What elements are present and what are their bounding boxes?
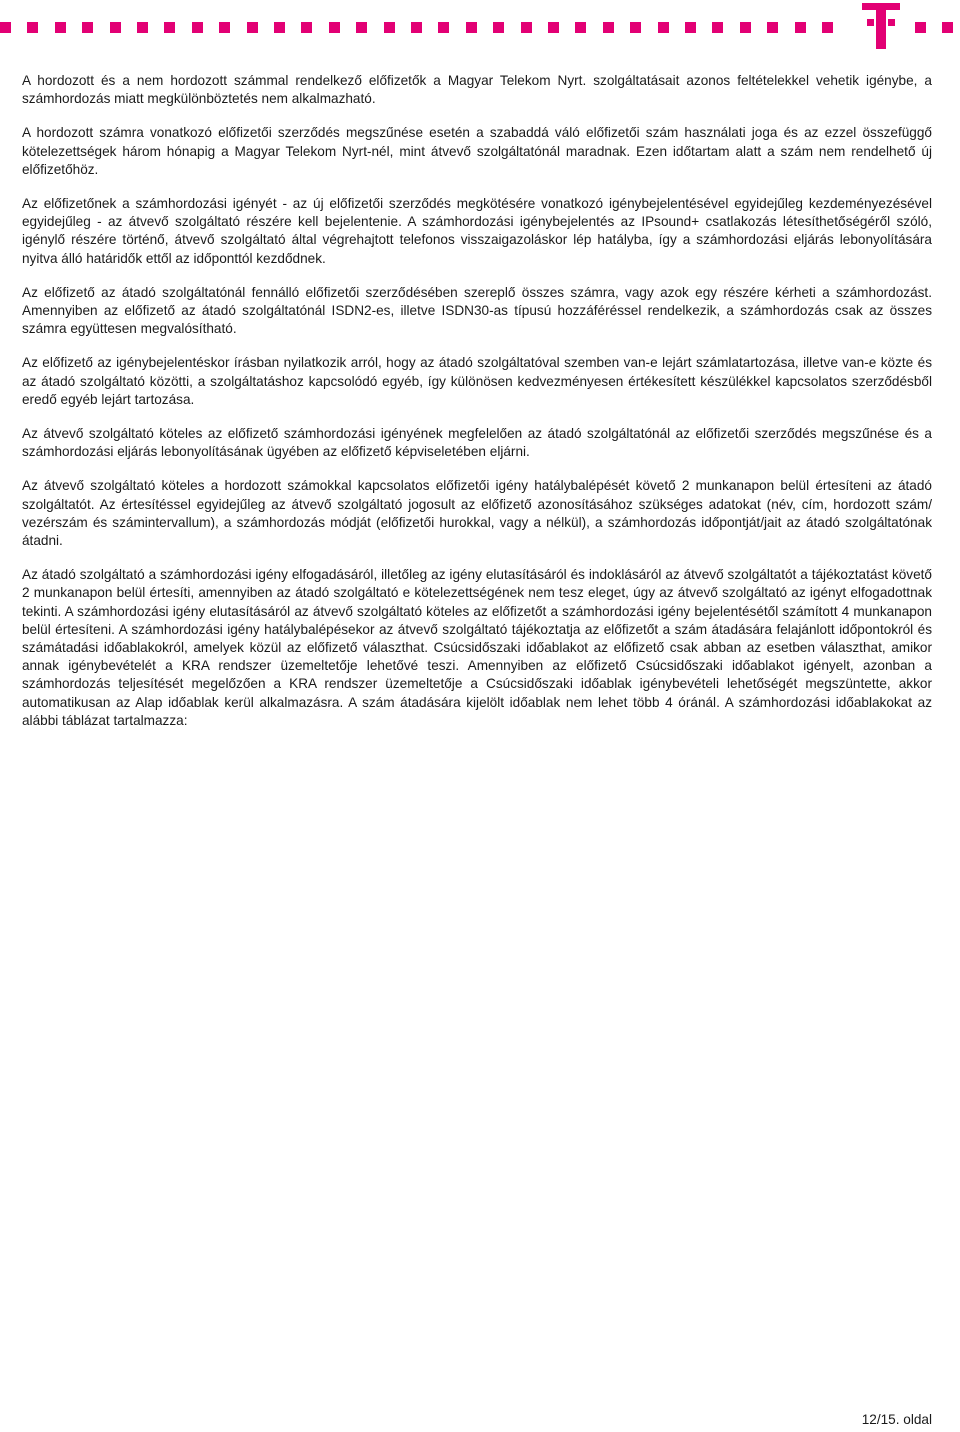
header-dot [0, 22, 11, 33]
paragraph-5: Az előfizető az igénybejelentéskor írásban nyilatkozik arról, hogy az átadó szolgáltatóval szemben van-e lejárt számlatartozása, illetve van-e közte és az átadó szolgáltató közötti, a szolgáltatáshoz kapcsolódó egyéb, így különösen kedvezményesen értékesített készülékkel kapcsolatos szerződésből eredő egyéb lejárt tartozása. [22, 355, 932, 407]
header-dot [521, 22, 532, 33]
paragraph-7: Az átvevő szolgáltató köteles a hordozott számokkal kapcsolatos előfizetői igény hatálybalépését követő 2 munkanapon belül értesíteni az átadó szolgáltatót. Az értesítéssel egyidejűleg az átvevő szolgáltató jogosult az előfizető azonosításához szükséges adatokat (név, cím, hordozott szám/ vezérszám és számintervallum), a számhordozás módját (előfizetői hurokkal, vagy a nélkül), a számhordozás időpontját/jait az átadó szolgáltatónak átadni. [22, 478, 932, 549]
header-dot [55, 22, 66, 33]
telekom-logo-icon [862, 3, 900, 51]
header-dot [740, 22, 751, 33]
header-dot [164, 22, 175, 33]
header-dot [795, 22, 806, 33]
header-dot [712, 22, 723, 33]
header-dot [247, 22, 258, 33]
header-dot [575, 22, 586, 33]
header-dot [384, 22, 395, 33]
document-body [22, 72, 932, 746]
header-dot [603, 22, 614, 33]
paragraph-8: Az átadó szolgáltató a számhordozási igény elfogadásáról, illetőleg az igény elutasításáról és indoklásáról az átvevő szolgáltatót a tájékoztatást követő 2 munkanapon belül értesíti, amennyiben az átadó szolgáltató e kötelezettségének nem tesz eleget, úgy az átvevő szolgáltató az igényt elfogadottnak tekinti. A számhordozási igény elutasításáról az átvevő szolgáltató köteles az előfizetőt a számhordozási igény bejelentésétől számított 4 munkanapon belül értesíteni. A számhordozási igény hatálybalépésekor az átvevő szolgáltató tájékoztatja az előfizetőt a szám átadására felajánlott időpontokról és számátadási időablakokról, amelyek közül az előfizető választhat. Csúcsidőszaki időablakot az előfizető csak abban az esetben választhat, amikor annak igénybevételét a KRA rendszer üzemeltetője lehetővé teszi. Amennyiben az előfizető Csúcsidőszaki időablakot igényelt, azonban a számhordozás teljesítését megelőzően a KRA rendszer üzemeltetője a Csúcsidőszaki időablak igénybevételi lehetőségét megszüntette, akkor automatikusan az Alap időablak kerül alkalmazásra. A szám átadására kijelölt időablak nem lehet több 4 óránál. A számhordozási időablakokat az alábbi táblázat tartalmazza: [22, 567, 932, 728]
header-dot [192, 22, 203, 33]
paragraph-2: A hordozott számra vonatkozó előfizetői szerződés megszűnése esetén a szabaddá váló előfizetői szám használati joga és az ezzel összefüggő kötelezettségek három hónapig a Magyar Telekom Nyrt-nél, mint átvevő szolgáltatónál maradnak. Ezen időtartam alatt a szám nem rendelhető új előfizetőhöz. [22, 125, 932, 177]
header-dot [915, 22, 926, 33]
header-dot [630, 22, 641, 33]
header-dot [219, 22, 230, 33]
header-dot [82, 22, 93, 33]
header-dot [685, 22, 696, 33]
header-dot [438, 22, 449, 33]
header-dot [27, 22, 38, 33]
header-dot [301, 22, 312, 33]
page-number: 12/15. oldal [861, 1412, 932, 1427]
paragraph-4: Az előfizető az átadó szolgáltatónál fennálló előfizetői szerződésében szereplő összes számra, vagy azok egy részére kérheti a számhordozást. Amennyiben az előfizető az átadó szolgáltatónál ISDN2-es, illetve ISDN30-as típusú hozzáféréssel rendelkezik, a számhordozás csak az összes számra együttesen megvalósítható. [22, 284, 932, 337]
header-dot [274, 22, 285, 33]
header-dot [548, 22, 559, 33]
header-dot [466, 22, 477, 33]
header-dot [767, 22, 778, 33]
header-dot [942, 22, 953, 33]
header-dot [822, 22, 833, 33]
header-dot [329, 22, 340, 33]
paragraph-1: A hordozott és a nem hordozott számmal rendelkező előfizetők a Magyar Telekom Nyrt. szolgáltatásait azonos feltételekkel vehetik igénybe, a számhordozás miatt megkülönböztetés nem alkalmazható. [22, 73, 932, 107]
header-dot [493, 22, 504, 33]
header-dot [411, 22, 422, 33]
header-dot [110, 22, 121, 33]
header-dotted-bar [0, 22, 960, 36]
paragraph-3: Az előfizetőnek a számhordozási igényét - az új előfizetői szerződés megkötésére vonatkozó igénybejelentésével egyidejűleg kezdeményezésével egyidejűleg - az átvevő szolgáltató részére kell bejelentenie. A számhordozási igénybejelentés az IPsound+ csatlakozás létesíthetőségéről szóló, igénylő részére történő, átvevő szolgáltató által végrehajtott telefonos visszaigazoláskor lép hatályba, így a számhordozási eljárás lebonyolítására nyitva álló határidők ettől az időponttól kezdődnek. [22, 196, 932, 266]
header-dot [137, 22, 148, 33]
paragraph-6: Az átvevő szolgáltató köteles az előfizető számhordozási igényének megfelelően az átadó szolgáltatónál az előfizetői szerződés megszűnése és a számhordozási eljárás lebonyolításának ügyében az előfizető képviseletében eljárni. [22, 426, 932, 460]
header-dot [658, 22, 669, 33]
header-dot [356, 22, 367, 33]
